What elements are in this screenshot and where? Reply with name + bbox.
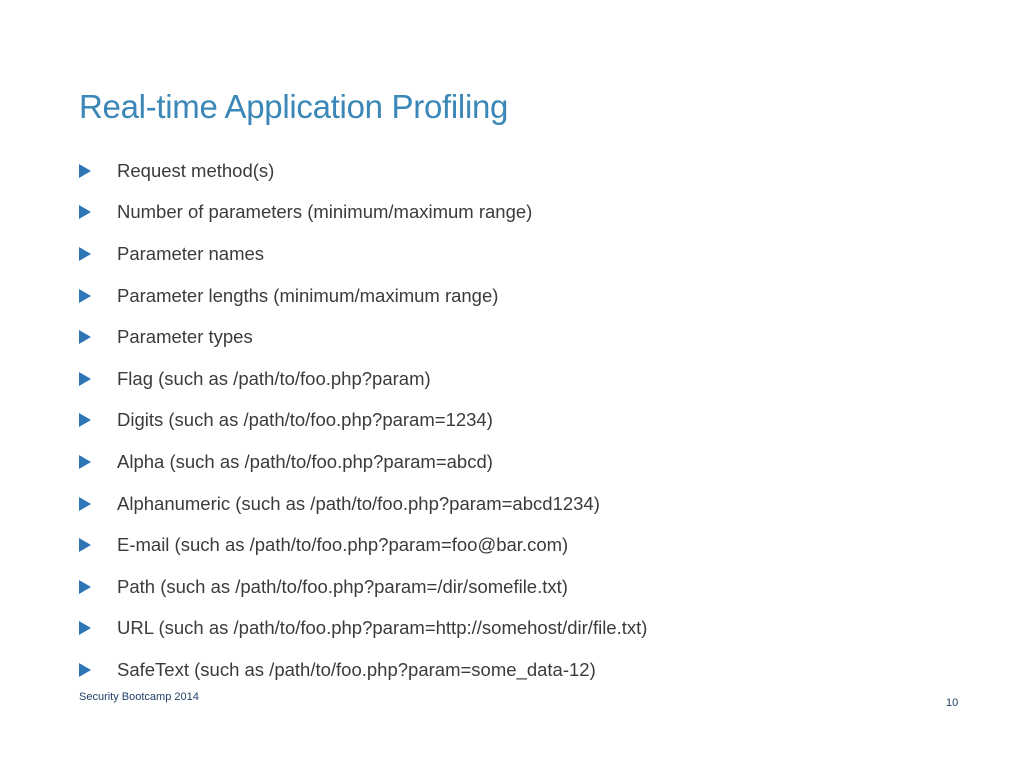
bullet-item <box>79 441 647 483</box>
bullet-text: Request method(s) <box>117 159 275 181</box>
bullet-item <box>79 275 647 317</box>
bullet-text: Parameter lengths (minimum/maximum range) <box>117 284 499 306</box>
triangle-right-icon <box>79 580 91 594</box>
slide-title: Real-time Application Profiling <box>79 88 509 125</box>
triangle-right-icon <box>79 455 91 469</box>
triangle-right-icon <box>79 621 91 635</box>
bullet-text: Parameter types <box>117 326 253 348</box>
bullet-item <box>79 524 647 566</box>
bullet-text: Path (such as /path/to/foo.php?param=/dir/somefile.txt) <box>117 575 568 597</box>
triangle-right-icon <box>79 289 91 303</box>
bullet-item <box>79 358 647 400</box>
bullet-text: Digits (such as /path/to/foo.php?param=1234) <box>117 409 493 431</box>
footer-event-name: Security Bootcamp 2014 <box>79 691 199 703</box>
triangle-right-icon <box>79 372 91 386</box>
bullet-text: Flag (such as /path/to/foo.php?param) <box>117 367 431 389</box>
bullet-list <box>79 150 647 691</box>
bullet-item <box>79 233 647 275</box>
bullet-item <box>79 608 647 650</box>
bullet-text: Number of parameters (minimum/maximum range) <box>117 201 533 223</box>
triangle-right-icon <box>79 164 91 178</box>
bullet-text: SafeText (such as /path/to/foo.php?param=some_data-12) <box>117 658 596 680</box>
bullet-item <box>79 483 647 525</box>
bullet-text: Parameter names <box>117 242 265 264</box>
bullet-item <box>79 400 647 442</box>
bullet-text: Alphanumeric (such as /path/to/foo.php?param=abcd1234) <box>117 492 600 514</box>
triangle-right-icon <box>79 538 91 552</box>
triangle-right-icon <box>79 247 91 261</box>
bullet-item <box>79 150 647 192</box>
triangle-right-icon <box>79 663 91 677</box>
triangle-right-icon <box>79 205 91 219</box>
bullet-item <box>79 316 647 358</box>
triangle-right-icon <box>79 497 91 511</box>
triangle-right-icon <box>79 330 91 344</box>
bullet-text: URL (such as /path/to/foo.php?param=http://somehost/dir/file.txt) <box>117 617 648 639</box>
triangle-right-icon <box>79 413 91 427</box>
bullet-text: Alpha (such as /path/to/foo.php?param=abcd) <box>117 450 493 472</box>
page-number: 10 <box>946 697 959 709</box>
bullet-item <box>79 649 647 691</box>
bullet-item <box>79 566 647 608</box>
bullet-text: E-mail (such as /path/to/foo.php?param=foo@bar.com) <box>117 534 569 556</box>
bullet-item <box>79 192 647 234</box>
